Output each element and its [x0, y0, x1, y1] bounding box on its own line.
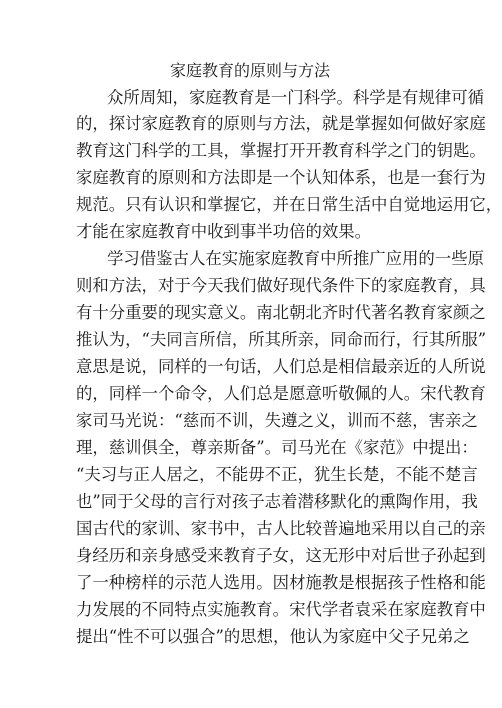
- paragraph-2-line-4: 推认为，“夫同言所信，所其所亲，同命而行，行其所服”: [76, 330, 487, 349]
- paragraph-2-line-8: 理，慈训俱全，尊亲斯备”。司马光在《家范》中提出：: [76, 438, 478, 457]
- paragraph-2-line-13: 了一种榜样的示范人选用。因材施教是根据孩子性格和能: [76, 573, 486, 592]
- paragraph-2-line-5: 意思是说，同样的一句话，人们总是相信最亲近的人所说: [76, 357, 486, 376]
- paragraph-2-line-7: 家司马光说：“慈而不训，失遵之义，训而不慈，害亲之: [76, 411, 478, 430]
- paragraph-2-line-2: 则和方法，对于今天我们做好现代条件下的家庭教育，具: [76, 276, 486, 295]
- paragraph-1-line-1: 众所周知，家庭教育是一门科学。科学是有规律可循: [107, 88, 484, 107]
- paragraph-2-line-14: 力发展的不同特点实施教育。宋代学者袁采在家庭教育中: [76, 600, 486, 619]
- paragraph-2-line-10: 也”同于父母的言行对孩子志着潜移默化的熏陶作用，我: [76, 492, 478, 511]
- paragraph-1-line-2: 的，探讨家庭教育的原则与方法，就是掌握如何做好家庭: [76, 114, 486, 133]
- paragraph-2-line-15: 提出“性不可以强合”的思想，他认为家庭中父子兄弟之: [76, 627, 470, 646]
- document-title: 家庭教育的原则与方法: [169, 61, 330, 80]
- paragraph-2-line-6: 的，同样一个命令，人们总是愿意听敬佩的人。宋代教育: [76, 384, 486, 403]
- paragraph-1-line-3: 教育这门科学的工具，掌握打开开教育科学之门的钥匙。: [76, 141, 486, 160]
- paragraph-2-line-3: 有十分重要的现实意义。南北朝北齐时代著名教育家颜之: [76, 303, 486, 322]
- paragraph-2-line-1: 学习借鉴古人在实施家庭教育中所推广应用的一些原: [107, 249, 484, 268]
- paragraph-2-line-12: 身经历和亲身感受来教育子女，这无形中对后世子孙起到: [76, 546, 486, 565]
- paragraph-1-line-5: 规范。只有认识和掌握它，并在日常生活中自觉地运用它，: [76, 195, 502, 214]
- paragraph-2-line-11: 国古代的家训、家书中，古人比较普遍地采用以自己的亲: [76, 519, 486, 538]
- paragraph-2-line-9: “夫习与正人居之，不能毋不正，犹生长楚，不能不楚言: [76, 465, 478, 484]
- paragraph-1-line-6: 才能在家庭教育中收到事半功倍的效果。: [76, 222, 372, 241]
- paragraph-1-line-4: 家庭教育的原则和方法即是一个认知体系，也是一套行为: [76, 168, 486, 187]
